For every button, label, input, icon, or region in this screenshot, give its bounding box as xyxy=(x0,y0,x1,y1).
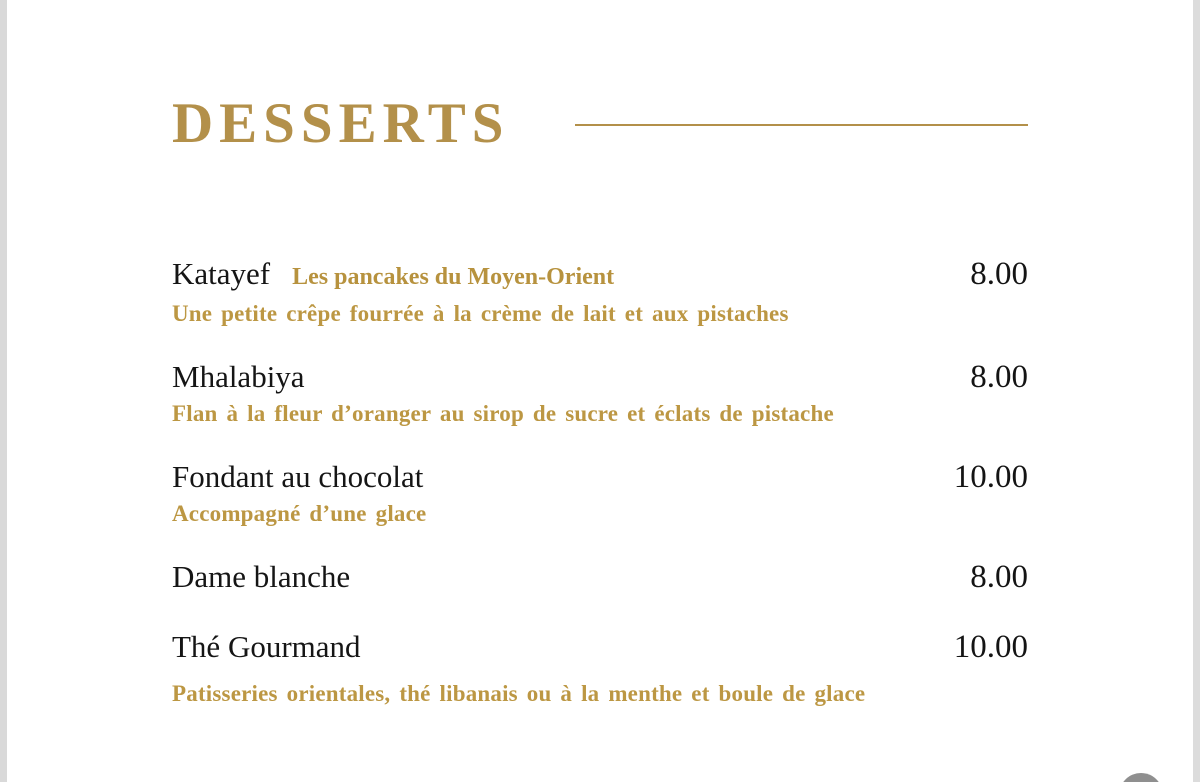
section-title: DESSERTS xyxy=(172,92,510,155)
section-header xyxy=(172,88,1028,160)
menu-item-mhalabiya xyxy=(172,355,1028,429)
item-name: Katayef xyxy=(172,256,271,291)
menu-item-katayef xyxy=(172,252,1028,329)
item-subtitle: Les pancakes du Moyen-Orient xyxy=(292,264,615,290)
menu-item-the-gourmand xyxy=(172,625,1028,709)
item-description: Accompagné d’une glace xyxy=(172,501,427,526)
item-description: Une petite crêpe fourrée à la crème de lait et aux pistaches xyxy=(172,301,789,326)
item-price: 10.00 xyxy=(953,629,1028,665)
item-name: Fondant au chocolat xyxy=(172,459,424,494)
item-price: 8.00 xyxy=(970,359,1028,395)
menu-item-row xyxy=(172,355,1028,399)
item-name: Dame blanche xyxy=(172,559,351,594)
item-price: 8.00 xyxy=(970,559,1028,595)
menu-item-fondant xyxy=(172,455,1028,529)
item-price: 8.00 xyxy=(970,256,1028,292)
menu-item-dame-blanche xyxy=(172,555,1028,599)
item-price: 10.00 xyxy=(953,459,1028,495)
menu-item-row xyxy=(172,455,1028,499)
menu-list xyxy=(172,252,1028,709)
item-description: Patisseries orientales, thé libanais ou à la menthe et boule de glace xyxy=(172,681,866,706)
item-name: Mhalabiya xyxy=(172,359,305,394)
item-description: Flan à la fleur d’oranger au sirop de sucre et éclats de pistache xyxy=(172,401,834,426)
menu-item-row xyxy=(172,625,1028,669)
menu-item-row xyxy=(172,252,1028,299)
menu-item-row xyxy=(172,555,1028,599)
header-divider-line xyxy=(575,124,1028,126)
floating-widget-partial[interactable] xyxy=(1119,773,1163,782)
item-name: Thé Gourmand xyxy=(172,629,361,664)
